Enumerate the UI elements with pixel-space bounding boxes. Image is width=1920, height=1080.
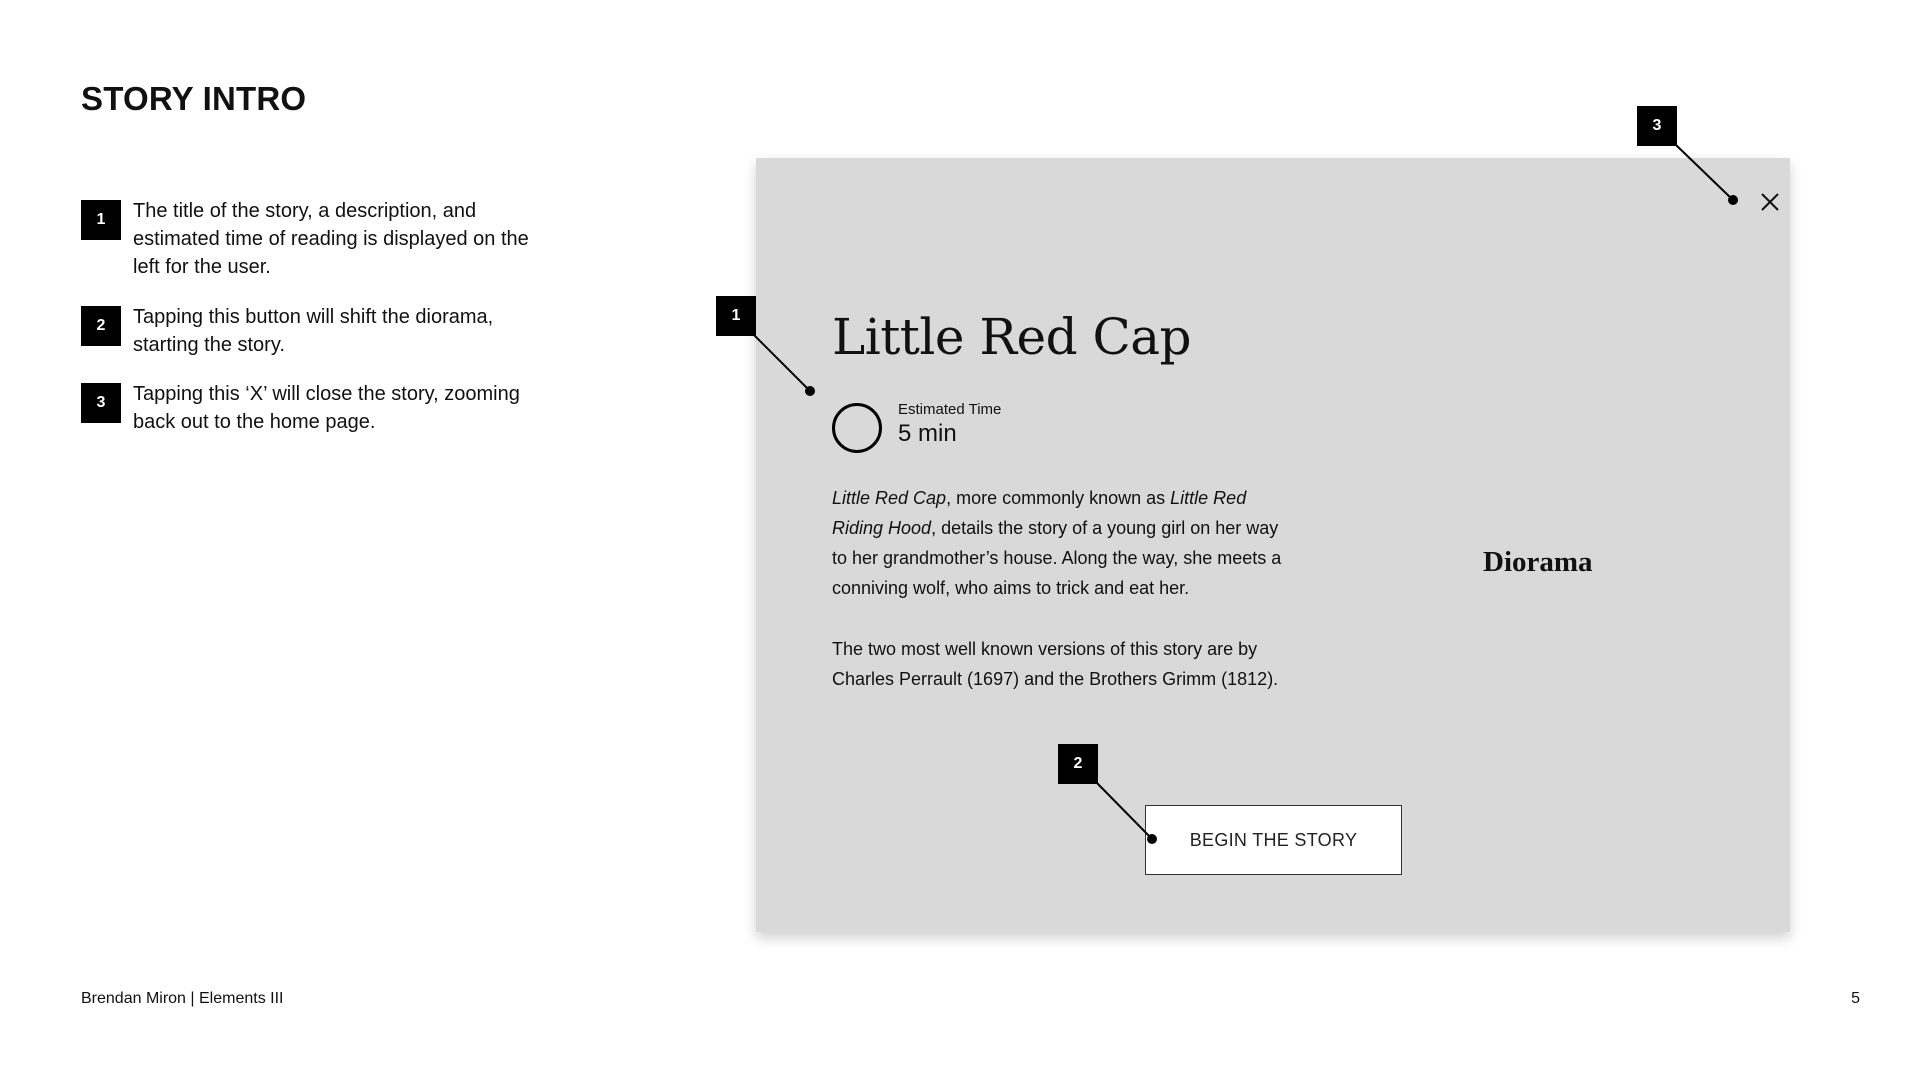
close-button[interactable] bbox=[1756, 188, 1784, 216]
story-name-italic: Little Red Cap bbox=[832, 488, 947, 508]
begin-story-button[interactable]: BEGIN THE STORY bbox=[1145, 805, 1402, 875]
callout-badge-2: 2 bbox=[1058, 744, 1098, 784]
legend-text: The title of the story, a description, and estimated time of reading is displayed on the left for the user. bbox=[133, 200, 529, 278]
description-paragraph bbox=[832, 483, 1282, 603]
legend-number-badge: 1 bbox=[81, 200, 121, 240]
legend-item bbox=[81, 306, 533, 359]
legend-text: Tapping this ‘X’ will close the story, zooming back out to the home page. bbox=[133, 383, 520, 433]
story-intro-modal bbox=[756, 158, 1790, 932]
estimated-time-text bbox=[898, 401, 1001, 449]
estimated-time-label: Estimated Time bbox=[898, 401, 1002, 418]
description-paragraph: The two most well known versions of this story are by Charles Perrault (1697) and the Brothers Grimm (1812). bbox=[832, 639, 1279, 689]
legend-text: Tapping this button will shift the diorama, starting the story. bbox=[133, 306, 494, 356]
clock-circle-icon bbox=[832, 403, 882, 453]
diorama-placeholder: Diorama bbox=[1483, 546, 1593, 578]
footer-credit: Brendan Miron | Elements III bbox=[81, 990, 284, 1007]
callout-badge-1: 1 bbox=[716, 296, 756, 336]
legend-number-badge: 2 bbox=[81, 306, 121, 346]
page-number: 5 bbox=[1851, 990, 1860, 1007]
description-text: , details the story of a young girl on her way to her grandmother’s house. Along the way, she meets a conniving wolf, who aims to trick and eat her. bbox=[832, 518, 1282, 598]
legend-item bbox=[81, 200, 533, 281]
slide-title: STORY INTRO bbox=[81, 80, 307, 117]
alt-story-name-italic: Little Red Riding Hood bbox=[832, 488, 1247, 538]
legend-item bbox=[81, 383, 533, 436]
story-title: Little Red Cap bbox=[832, 308, 1192, 366]
close-x-icon bbox=[1756, 188, 1784, 216]
story-description bbox=[832, 483, 1282, 725]
callout-badge-3: 3 bbox=[1637, 106, 1677, 146]
description-text: , more commonly known as bbox=[946, 488, 1171, 508]
estimated-time-value: 5 min bbox=[898, 420, 957, 447]
estimated-time bbox=[832, 403, 1001, 453]
legend-number-badge: 3 bbox=[81, 383, 121, 423]
